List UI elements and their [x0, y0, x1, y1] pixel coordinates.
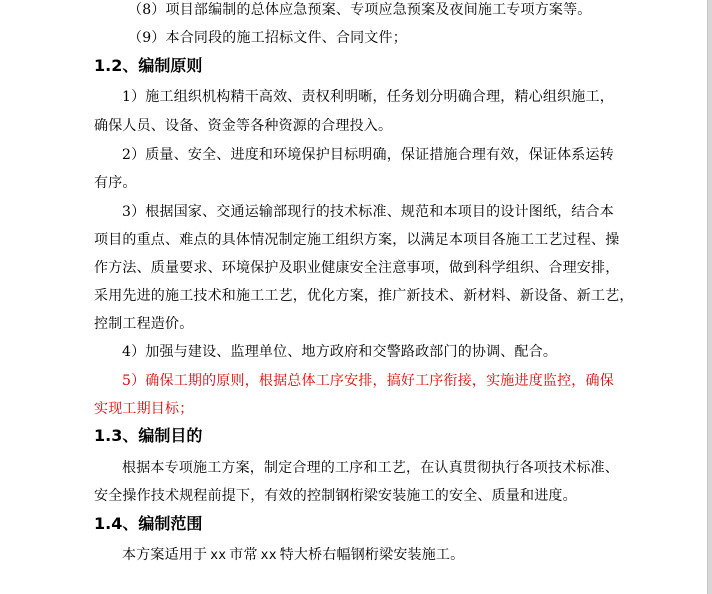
principle-3-line-2: 项目的重点、难点的具体情况制定施工组织方案，以满足本项目各施工工艺过程、操 — [94, 232, 620, 248]
principle-2-line-2: 有序。 — [94, 175, 137, 191]
principle-3-line-4: 采用先进的施工技术和施工工艺，优化方案，推广新技术、新材料、新设备、新工艺， — [94, 288, 634, 304]
principle-3-line-5: 控制工程造价。 — [94, 316, 194, 332]
scope-text-d: xx — [260, 548, 277, 563]
scope-line-1 — [122, 546, 464, 565]
list-item-8: （8）项目部编制的总体应急预案、专项应急预案及夜间施工专项方案等。 — [128, 2, 592, 18]
page-edge-border — [707, 0, 712, 594]
principle-1-line-2: 确保人员、设备、资金等各种资源的合理投入。 — [94, 118, 393, 134]
principle-2-line-1: 2）质量、安全、进度和环境保护目标明确，保证措施合理有效，保证体系运转 — [122, 147, 614, 163]
principle-5-line-2: 实现工期目标； — [94, 401, 194, 417]
principle-4-line-1: 4）加强与建设、监理单位、地方政府和交警路政部门的协调、配合。 — [122, 344, 558, 360]
principle-1-line-1: 1）施工组织机构精干高效、责权利明晰，任务划分明确合理，精心组织施工， — [122, 89, 614, 105]
principle-3-line-3: 作方法、质量要求、环境保护及职业健康安全注意事项，做到科学组织、合理安排， — [94, 260, 620, 276]
section-heading-1-2: 1.2、编制原则 — [94, 56, 203, 75]
section-heading-1-4: 1.4、编制范围 — [94, 514, 203, 533]
purpose-line-2: 安全操作技术规程前提下，有效的控制钢桁梁安装施工的安全、质量和进度。 — [94, 488, 577, 504]
scope-text-c: 市常 — [229, 547, 258, 563]
scope-text-e: 特大桥右幅钢桁梁安装施工。 — [279, 547, 465, 563]
scope-text-a: 本方案适用于 — [122, 547, 208, 563]
section-heading-1-3: 1.3、编制目的 — [94, 426, 203, 445]
purpose-line-1: 根据本专项施工方案，制定合理的工序和工艺，在认真贯彻执行各项技术标准、 — [122, 460, 619, 476]
principle-5-line-1: 5）确保工期的原则，根据总体工序安排，搞好工序衔接，实施进度监控，确保 — [122, 373, 614, 389]
scope-text-b: xx — [210, 548, 227, 563]
list-item-9: （9）本合同段的施工招标文件、合同文件； — [128, 30, 407, 46]
principle-3-line-1: 3）根据国家、交通运输部现行的技术标准、规范和本项目的设计图纸，结合本 — [122, 204, 614, 220]
